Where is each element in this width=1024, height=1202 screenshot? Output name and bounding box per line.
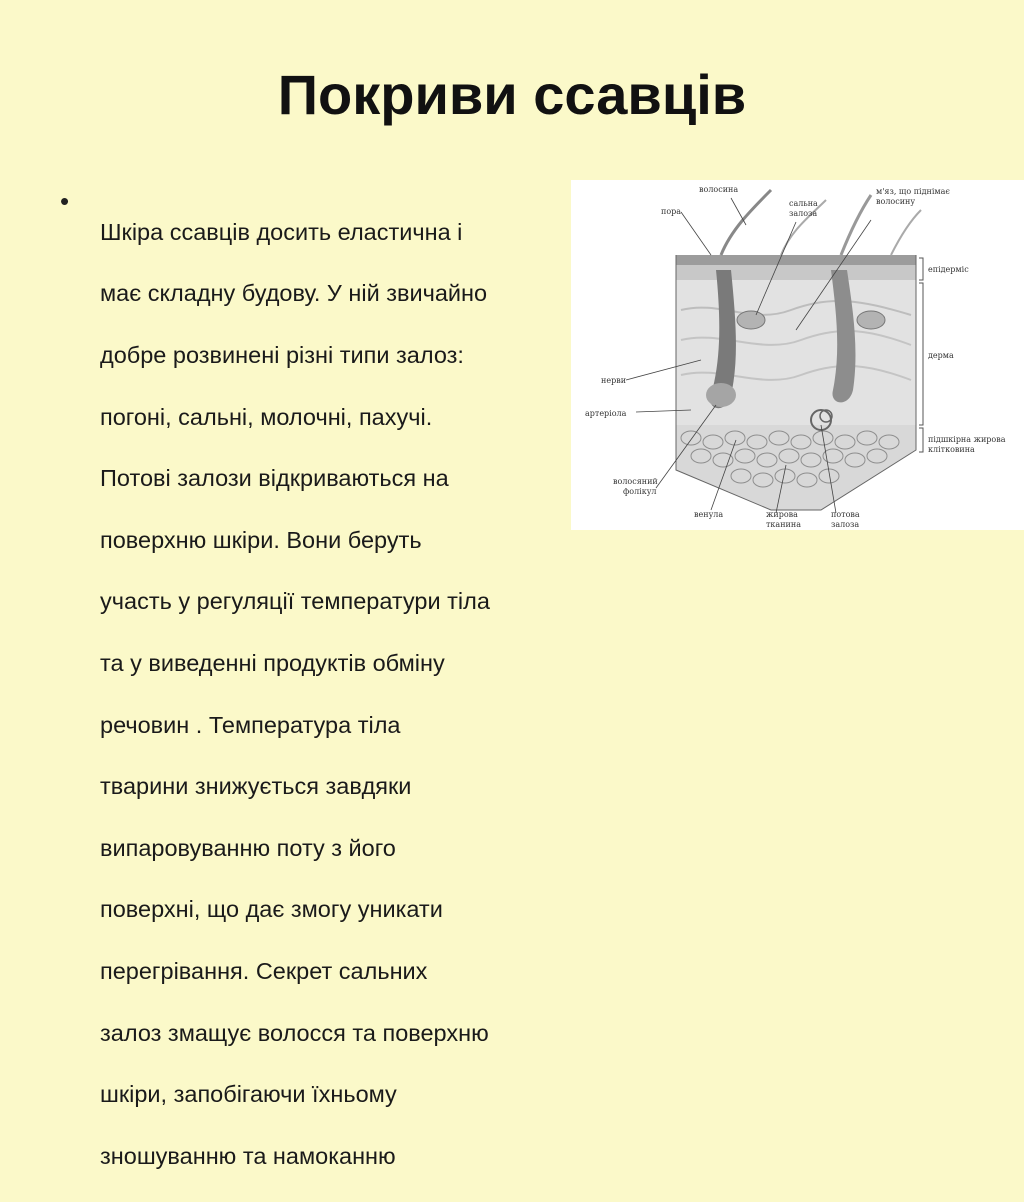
label-arteriole: артеріола	[585, 409, 627, 418]
layer-brackets	[919, 258, 923, 452]
label-follicle-2: фолікул	[623, 487, 657, 496]
label-subcutaneous: підшкірна жирова	[928, 435, 1006, 444]
label-dermis: дерма	[928, 351, 954, 360]
label-subcutaneous-2: клітковина	[928, 445, 975, 454]
label-fat-tissue-2: тканина	[766, 520, 801, 529]
bullet-line: поверхню шкіри. Вони беруть	[100, 526, 422, 553]
bullet-text	[100, 186, 575, 1202]
skin-diagram-svg	[571, 180, 1024, 530]
label-sweat-gland: потова	[831, 510, 860, 519]
bullet-line: та у виведенні продуктів обміну	[100, 649, 445, 676]
bullet-line: зношуванню та намоканню	[100, 1142, 396, 1169]
bullet-line: добре розвинені різні типи залоз:	[100, 341, 464, 368]
label-follicle: волосяний	[613, 477, 658, 486]
bullet-line: Потові залози відкриваються на	[100, 465, 449, 492]
label-venule: венула	[694, 510, 724, 519]
bullet-line: Шкіра ссавців досить еластична і	[100, 218, 463, 245]
bullet-line: має складну будову. У ній звичайно	[100, 280, 488, 307]
label-sebaceous-gland: сальна	[789, 199, 818, 208]
label-nerve: нерви	[601, 376, 627, 385]
label-muscle-2: волосину	[876, 197, 916, 206]
bullet-line: перегрівання. Секрет сальних	[100, 957, 428, 984]
label-fat-tissue: жирова	[766, 510, 798, 519]
skin-block	[676, 190, 921, 510]
bullet-line: шкіри, запобігаючи їхньому	[100, 1081, 397, 1108]
label-sebaceous-gland-2: залоза	[789, 209, 818, 218]
label-pore: пора	[661, 207, 682, 216]
skin-diagram	[571, 180, 1024, 530]
bullet-line: випаровуванню поту з його	[100, 834, 396, 861]
label-hair: волосина	[699, 185, 739, 194]
label-epidermis: епідерміс	[928, 265, 969, 274]
bullet-line: участь у регуляції температури тіла	[100, 588, 490, 615]
bullet-line: поверхні, що дає змогу уникати	[100, 896, 443, 923]
bullet-line: речовин . Температура тіла	[100, 711, 401, 738]
bullet-line: погоні, сальні, молочні, пахучі.	[100, 403, 433, 430]
bullet-line: залоз змащує волосся та поверхню	[100, 1019, 489, 1046]
bullet-marker: •	[60, 186, 70, 216]
label-sweat-gland-2: залоза	[831, 520, 860, 529]
bullet-line: тварини знижується завдяки	[100, 773, 412, 800]
label-muscle: м'яз, що піднімає	[876, 187, 950, 196]
slide-title: Покриви ссавців	[277, 63, 747, 126]
